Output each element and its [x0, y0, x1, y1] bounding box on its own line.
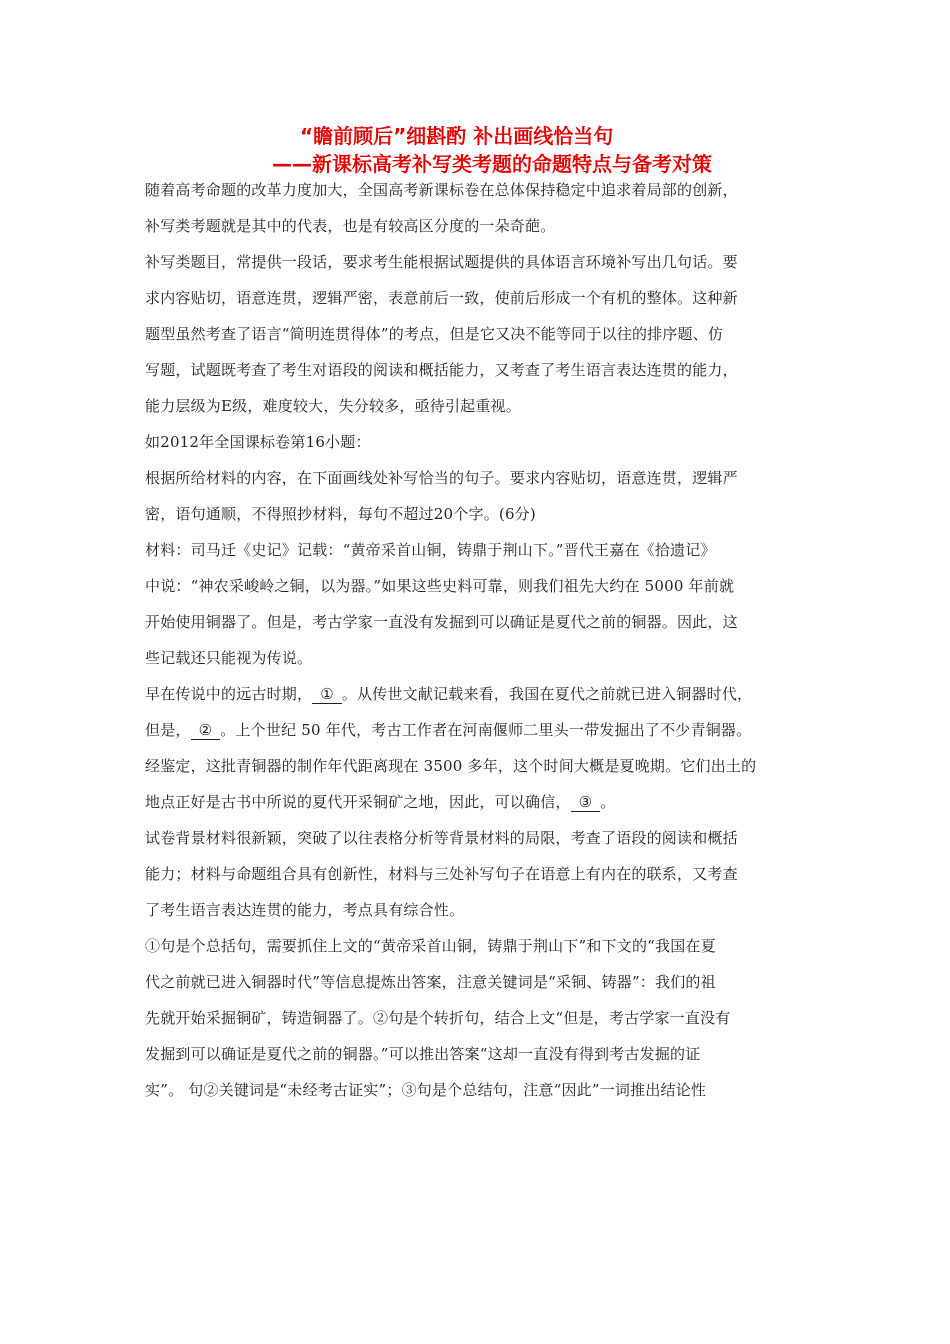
text-line: 求内容贴切，语意连贯，逻辑严密，表意前后一致，使前后形成一个有机的整体。这种新: [145, 289, 738, 307]
text-line: 补写类考题就是其中的代表，也是有较高区分度的一朵奇葩。: [145, 217, 556, 235]
document-title: “瞻前顾后”细斟酌 补出画线恰当句: [300, 124, 614, 148]
text-line-with-blank: [145, 676, 813, 712]
text-line: 中说：“神农采峻岭之铜，以为器。”如果这些史料可靠，则我们祖先大约在 5000 年前就: [145, 577, 735, 595]
text-line: 根据所给材料的内容，在下面画线处补写恰当的句子。要求内容贴切，语意连贯，逻辑严: [145, 469, 738, 487]
text-line-with-blank: [145, 784, 813, 820]
text-line: 经鉴定，这批青铜器的制作年代距离现在 3500 多年，这个时间大概是夏晚期。它们出土的: [145, 757, 757, 775]
text-line: 开始使用铜器了。但是，考古学家一直没有发掘到可以确证是夏代之前的铜器。因此，这: [145, 613, 738, 631]
text-line: 了考生语言表达连贯的能力，考点具有综合性。: [145, 901, 465, 919]
text-line-with-blank: [145, 712, 813, 748]
document-subtitle: ——新课标高考补写类考题的命题特点与备考对策: [272, 152, 712, 176]
text-line: 先就开始采掘铜矿，铸造铜器了。②句是个转折句，结合上文“但是，考古学家一直没有: [145, 1009, 731, 1027]
text-line: 密，语句通顺，不得照抄材料，每句不超过20个字。(6分): [145, 505, 536, 523]
text-line: 试卷背景材料很新颖，突破了以往表格分析等背景材料的局限，考查了语段的阅读和概括: [145, 829, 738, 847]
blank-1: ①: [312, 685, 342, 704]
blank-2: ②: [191, 721, 221, 740]
text-line: 实”。 句②关键词是“未经考古证实”；③句是个总结句，注意“因此”一词推出结论性: [145, 1081, 707, 1099]
text-segment: 早在传说中的远古时期，: [145, 685, 313, 703]
text-line: 能力层级为E级，难度较大，失分较多，亟待引起重视。: [145, 397, 521, 415]
text-line: 题型虽然考查了语言“简明连贯得体”的考点，但是它又决不能等同于以往的排序题、仿: [145, 325, 724, 343]
text-line: 发掘到可以确证是夏代之前的铜器。”可以推出答案“这却一直没有得到考古发掘的证: [145, 1045, 701, 1063]
blank-3: ③: [571, 793, 601, 812]
text-segment: 。: [600, 793, 616, 811]
text-segment: 但是，: [145, 721, 191, 739]
text-line: 写题，试题既考查了考生对语段的阅读和概括能力，又考查了考生语言表达连贯的能力，: [145, 361, 738, 379]
text-line: 材料：司马迁《史记》记载：“黄帝采首山铜，铸鼎于荆山下。”晋代王嘉在《拾遗记》: [145, 541, 716, 559]
text-segment: 地点正好是古书中所说的夏代开采铜矿之地，因此，可以确信，: [145, 793, 571, 811]
text-line: 随着高考命题的改革力度加大，全国高考新课标卷在总体保持稳定中追求着局部的创新，: [145, 181, 738, 199]
text-line: 如2012年全国课标卷第16小题：: [145, 433, 371, 451]
text-line: 能力；材料与命题组合具有创新性，材料与三处补写句子在语意上有内在的联系，又考查: [145, 865, 738, 883]
text-segment: 。上个世纪 50 年代，考古工作者在河南偃师二里头一带发掘出了不少青铜器。: [220, 721, 752, 739]
text-segment: 。从传世文献记载来看，我国在夏代之前就已进入铜器时代，: [341, 685, 753, 703]
text-line: 补写类题目，常提供一段话，要求考生能根据试题提供的具体语言环境补写出几句话。要: [145, 253, 738, 271]
document-body: [145, 172, 813, 1108]
text-line: 代之前就已进入铜器时代”等信息提炼出答案，注意关键词是“采铜、铸器”：我们的祖: [145, 973, 716, 991]
text-line: ①句是个总括句，需要抓住上文的“黄帝采首山铜，铸鼎于荆山下”和下文的“我国在夏: [145, 937, 716, 955]
text-line: 些记载还只能视为传说。: [145, 649, 313, 667]
